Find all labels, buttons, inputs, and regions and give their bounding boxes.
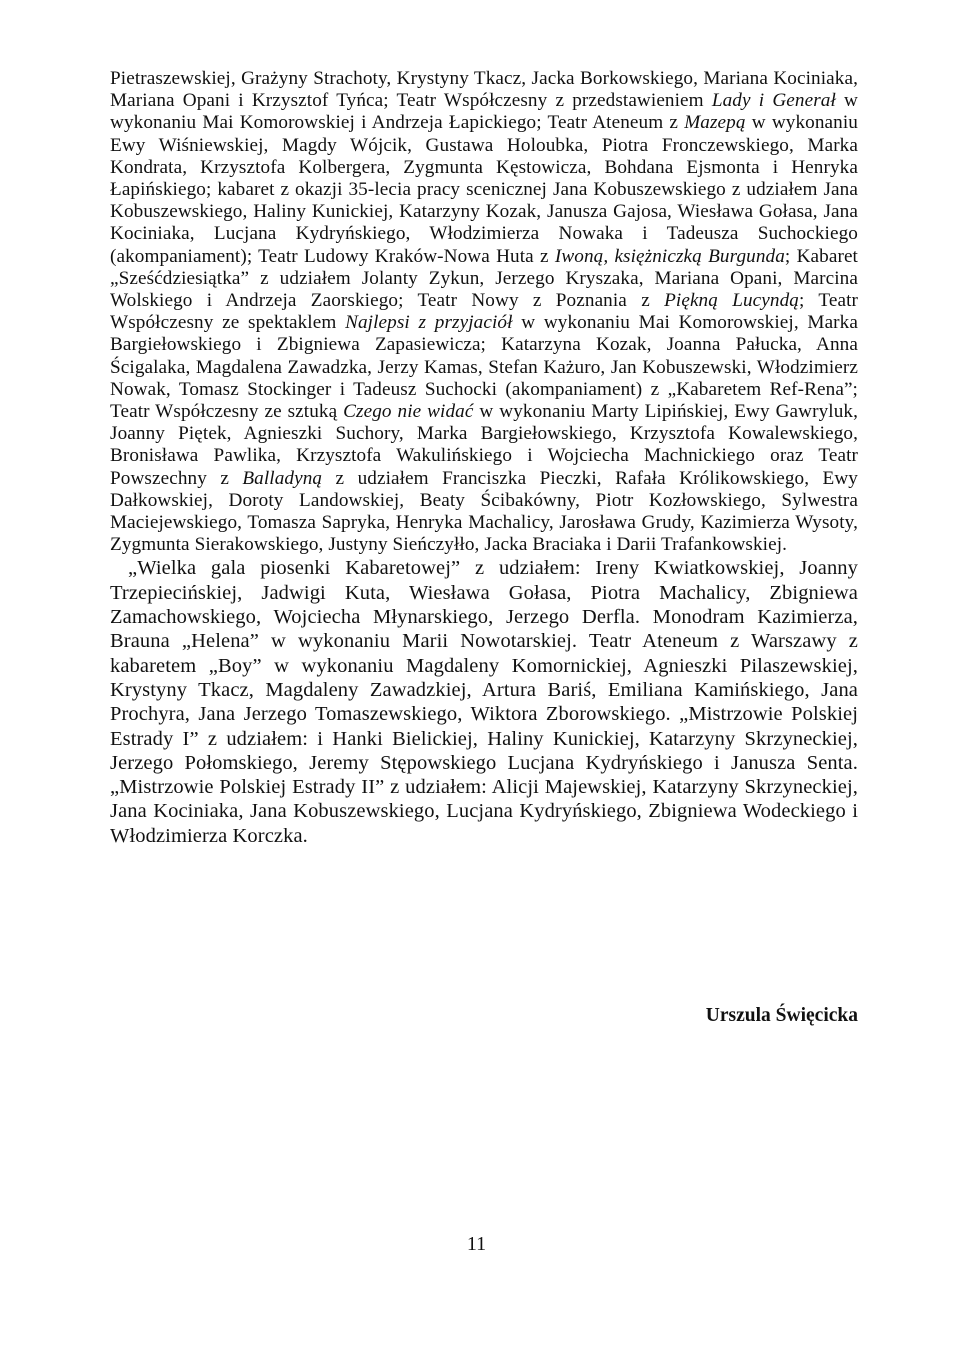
play-title: Iwoną, księżniczką Burgunda <box>554 245 785 267</box>
text-run: w wykonaniu Mai Komorowskiej, Marka Bargiełowskiego i Zbigniewa Zapasiewicza; Katarzyna Kozak, Joanna Pałucka, Anna Ścigalaka, Magdalena Zawadzka, Jerzy Kamas, Stefan Każuro, Jan Kobuszewski, Włodzimierz Nowak, Tomasz Stockinger i Tadeusz Suchocki (akompaniament) z „Kabaretem Ref-Rena”; Teatr Współczesny ze sztuką <box>110 312 858 423</box>
text-run: ; Teatr Współczesny ze spektaklem <box>110 290 858 334</box>
author-signature: Urszula Święcicka <box>705 1005 858 1026</box>
play-title: Czego nie widać <box>343 401 474 423</box>
text-run: ; Kabaret „Sześćdziesiątka” z udziałem Jolanty Zykun, Jerzego Kryszaka, Mariana Opani, Marcina Wolskiego i Andrzeja Zaorskiego; Teatr Nowy z Poznania z <box>110 245 858 312</box>
article-body <box>110 68 858 848</box>
paragraph-performances <box>110 68 858 556</box>
text-run: w wykonaniu Mai Komorowskiej i Andrzeja Łapickiego; Teatr Ateneum z <box>110 90 858 134</box>
play-title: Lady i Generał <box>711 90 836 112</box>
text-run: w wykonaniu Ewy Wiśniewskiej, Magdy Wójcik, Gustawa Holoubka, Piotra Fronczewskiego, Marka Kondrata, Krzysztofa Kolbergera, Zygmunta Kęstowicza, Bohdana Ejsmonta i Henryka Łapińskiego; kabaret z okazji 35-lecia pracy scenicznej Jana Kobuszewskiego z udziałem Jana Kobuszewskiego, Haliny Kunickiej, Katarzyny Kozak, Janusza Gajosa, Wiesława Gołasa, Jana Kociniaka, Lucjana Kydryńskiego, Włodzimierza Nowaka i Tadeusza Suchockiego (akompaniament); Teatr Ludowy Kraków-Nowa Huta z <box>110 112 858 267</box>
text-run: Pietraszewskiej, Grażyny Strachoty, Krystyny Tkacz, Jacka Borkowskiego, Mariana Kociniaka, Mariana Opani i Krzysztof Tyńca; Teatr Współczesny z przedstawieniem <box>110 68 858 112</box>
play-title: Najlepsi z przyjaciół <box>345 312 513 334</box>
text-run: w wykonaniu Marty Lipińskiej, Ewy Gawryluk, Joanny Piętek, Agnieszki Suchory, Marka Bargiełowskiego, Krzysztofa Kowalewskiego, Bronisława Pawlika, Krzysztofa Wakulińskiego i Wojciecha Machnickiego oraz Teatr Powszechny z <box>110 401 858 489</box>
page-number: 11 <box>466 1233 487 1255</box>
play-title: Mazepą <box>684 112 746 134</box>
paragraph-gala: „Wielka gala piosenki Kabaretowej” z udziałem: Ireny Kwiatkowskiej, Joanny Trzepiecińskiej, Jadwigi Kuta, Wiesława Gołasa, Piotra Machalicy, Zbigniewa Zamachowskiego, Wojciecha Młynarskiego, Jerzego Derfla. Monodram Kazimierza, Brauna „Helena” w wykonaniu Marii Nowotarskiej. Teatr Ateneum z Warszawy z kabaretem „Boy” w wykonaniu Magdaleny Komornickiej, Agnieszki Pilaszewskiej, Krystyny Tkacz, Magdaleny Zawadzkiej, Artura Bariś, Emiliana Kamińskiego, Jana Prochyra, Jana Jerzego Tomaszewskiego, Wiktora Zborowskiego. „Mistrzowie Polskiej Estrady I” z udziałem: i Hanki Bielickiej, Haliny Kunickiej, Katarzyny Skrzyneckiej, Jerzego Połomskiego, Jeremy Stępowskiego Lucjana Kydryńskiego i Janusza Senta. „Mistrzowie Polskiej Estrady II” z udziałem: Alicji Majewskiej, Katarzyny Skrzyneckiej, Jana Kociniaka, Jana Kobuszewskiego, Lucjana Kydryńskiego, Zbigniewa Wodeckiego i Włodzimierza Korczka. <box>110 557 858 847</box>
text-run: z udziałem Franciszka Pieczki, Rafała Królikowskiego, Ewy Dałkowskiej, Doroty Landowskiej, Beaty Ścibakówny, Piotr Kozłowskiego, Sylwestra Maciejewskiego, Tomasza Sapryka, Henryka Machalicy, Jarosława Grudy, Kazimierza Wysoty, Zygmunta Sierakowskiego, Justyny Sieńczyłło, Jacka Braciaka i Darii Trafankowskiej. <box>110 467 858 556</box>
play-title: Piękną Lucyndą <box>664 290 799 312</box>
play-title: Balladyną <box>242 467 323 489</box>
